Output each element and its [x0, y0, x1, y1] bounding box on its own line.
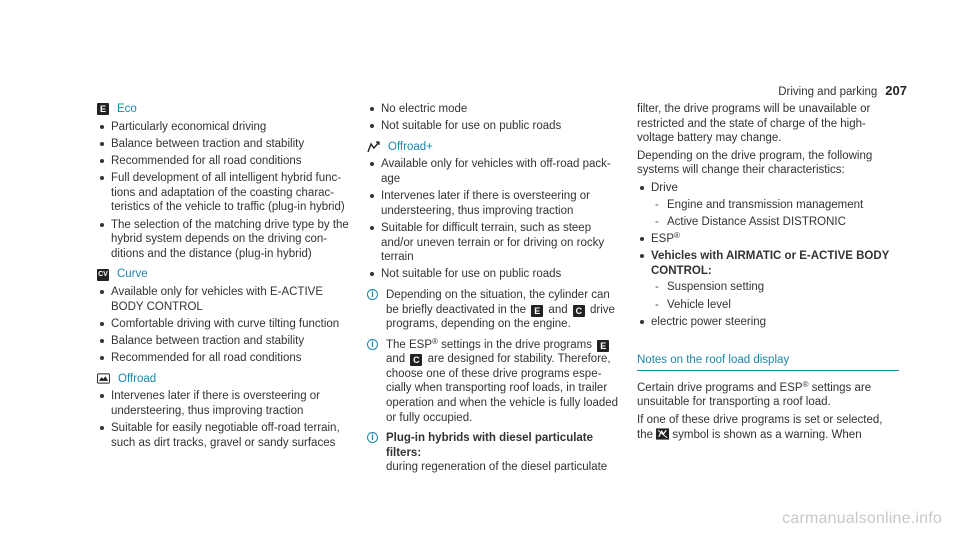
sub-list	[651, 280, 899, 312]
note-cylinder	[367, 288, 625, 332]
offroad-plus-title: Offroad+	[388, 140, 433, 153]
sub-item: - Active Distance Assist DISTRONIC	[651, 215, 899, 230]
paragraph: Certain drive programs and ESP® settings are unsuitable for transporting a roof load.	[637, 379, 872, 409]
paragraph: filter, the drive programs will be unavailable or restricted and the state of charge of the high-voltage battery may change.	[637, 103, 871, 145]
list-item: Available only for vehicles with off-road pack-age	[367, 157, 625, 186]
curve-list	[97, 285, 355, 366]
section-title: Driving and parking	[778, 86, 878, 98]
list-item: Balance between traction and stability	[97, 137, 355, 152]
offroad-title: Offroad	[118, 372, 157, 385]
column-2	[367, 102, 625, 478]
sub-item: - Vehicle level	[651, 298, 899, 313]
curve-heading	[97, 267, 355, 282]
badge-e-icon: E	[97, 103, 109, 115]
list-item: Intervenes later if there is oversteering or understeering, thus improving traction	[97, 389, 355, 418]
offroad-heading	[97, 372, 355, 387]
eco-heading	[97, 102, 355, 117]
list-item: electric power steering	[637, 315, 899, 330]
list-item: Suitable for difficult terrain, such as steep and/or uneven terrain or for driving on rocky terrain	[367, 221, 625, 265]
list-item: The selection of the matching drive type by the hybrid system depends on the driving con-ditions and the distance (plug-in hybrid)	[97, 218, 355, 262]
list-item: Particularly economical driving	[97, 120, 355, 135]
info-icon: i	[367, 432, 378, 443]
list-item: Recommended for all road conditions	[97, 351, 355, 366]
badge-cv-icon: CV	[97, 269, 109, 281]
info-icon: i	[367, 339, 378, 350]
note-text: The ESP® settings in the drive programs E and C are designed for stability. Therefore, choose one of these drive programs espe-cially when transporting roof loads, in trailer operation and when the vehicle is fully loaded or fully occupied.	[386, 336, 619, 424]
list-item: Full development of all intelligent hybrid func-tions and adaptation of the coasting charac-teristics of the vehicle to traffic (plug-in hybrid)	[97, 171, 355, 215]
paragraph: Depending on the drive program, the following systems will change their characteristics:	[637, 149, 873, 177]
list-item: Intervenes later if there is oversteering or understeering, thus improving traction	[367, 189, 625, 218]
systems-list	[637, 181, 899, 329]
eco-list	[97, 120, 355, 262]
esp-off-warning-icon	[656, 428, 669, 440]
column-3	[637, 102, 899, 445]
list-item: No electric mode	[367, 102, 625, 117]
offroad-list	[97, 389, 355, 450]
sub-item: - Suspension setting	[651, 280, 899, 295]
page-header	[778, 84, 907, 100]
badge-e-icon: E	[597, 340, 609, 352]
badge-c-icon: C	[573, 305, 585, 317]
list-item: Drive - Engine and transmission management - Active Distance Assist DISTRONIC	[637, 181, 899, 229]
note-text: Depending on the situation, the cylinder can be briefly deactivated in the E and C drive programs, depending on the engine.	[386, 288, 615, 331]
note-plugin	[367, 431, 625, 475]
list-item: Suitable for easily negotiable off-road terrain, such as dirt tracks, gravel or sandy surfaces	[97, 421, 355, 450]
page-number: 207	[885, 83, 907, 98]
list-item: Not suitable for use on public roads	[367, 119, 625, 134]
list-item: Comfortable driving with curve tilting function	[97, 317, 355, 332]
list-item: Not suitable for use on public roads	[367, 267, 625, 282]
badge-c-icon: C	[410, 354, 422, 366]
offroad-plus-list	[367, 157, 625, 282]
roof-load-heading: Notes on the roof load display	[637, 353, 899, 371]
offroad-plus-icon	[367, 141, 380, 153]
paragraph: If one of these drive programs is set or selected, the symbol is shown as a warning. When	[637, 414, 883, 441]
note-esp	[367, 338, 625, 426]
badge-e-icon: E	[531, 305, 543, 317]
column-1	[97, 102, 355, 453]
eco-title: Eco	[117, 103, 137, 115]
sub-list	[651, 198, 899, 230]
sub-item: - Engine and transmission management	[651, 198, 899, 213]
watermark: carmanualsonline.info	[782, 510, 942, 528]
list-item: Vehicles with AIRMATIC or E-ACTIVE BODY CONTROL: - Suspension setting - Vehicle level	[637, 249, 899, 312]
info-icon: i	[367, 289, 378, 300]
list-item: ESP®	[637, 232, 899, 247]
list-item: Recommended for all road conditions	[97, 154, 355, 169]
list-item: Balance between traction and stability	[97, 334, 355, 349]
note-text: Plug-in hybrids with diesel particulate filters: during regeneration of the diesel particulate	[386, 432, 608, 474]
offroad-plus-heading	[367, 140, 625, 155]
offroad-list-cont	[367, 102, 625, 134]
offroad-terrain-icon	[97, 373, 110, 385]
curve-title: Curve	[117, 268, 148, 281]
list-item: Available only for vehicles with E-ACTIVE BODY CONTROL	[97, 285, 355, 314]
